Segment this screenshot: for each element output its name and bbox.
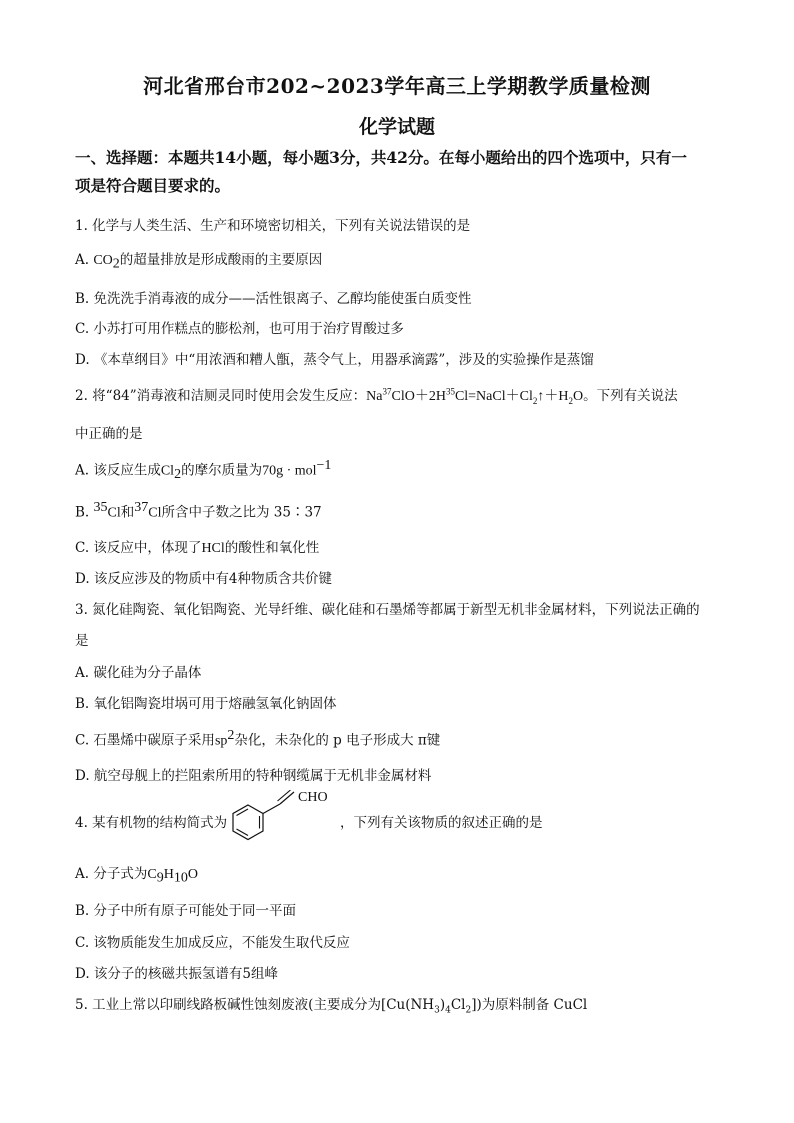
q4-option-a: A. 分子式为$C_9H_{10}O$ — [75, 866, 198, 886]
double-bond — [280, 792, 294, 804]
q1-a-label: A. — [75, 252, 94, 268]
q2-option-b: B. $^{35}$Cl和$^{37}$Cl所含中子数之比为 35∶37 — [75, 500, 322, 521]
section-heading-line2: 项是符合题目要求的。 — [75, 176, 231, 195]
q2-stem-post: 。下列有关说法 — [583, 388, 678, 404]
cho-label: CHO — [298, 790, 328, 805]
page-subtitle: 化学试题 — [358, 116, 435, 138]
page-title: 河北省邢台市202~2023学年高三上学期教学质量检测 — [143, 74, 651, 98]
q4-stem-pre: 4. 某有机物的结构简式为 — [75, 815, 228, 831]
q3-option-a: A. 碳化硅为分子晶体 — [75, 665, 202, 681]
q4-option-d: D. 该分子的核磁共振氢谱有5组峰 — [75, 966, 279, 982]
q1-option-a — [75, 248, 322, 273]
q3-stem-line2: 是 — [75, 633, 89, 649]
q4-stem-post: ，下列有关该物质的叙述正确的是 — [340, 815, 543, 831]
single-bond — [263, 804, 280, 814]
q3-stem: 3. 氮化硅陶瓷、氧化铝陶瓷、光导纤维、碳化硅和石墨烯等都属于新型无机非金属材料，下列说法正确的 — [75, 602, 700, 618]
q1-a-text: 的超量排放是形成酸雨的主要原因 — [119, 252, 323, 268]
q1-option-b: B. 免洗洗手消毒液的成分——活性银离子、乙醇均能使蛋白质变性 — [75, 291, 472, 307]
q2-option-d: D. 该反应涉及的物质中有4种物质含共价键 — [75, 571, 333, 587]
q4-option-b: B. 分子中所有原子可能处于同一平面 — [75, 903, 297, 919]
q2-option-c: C. 该反应中，体现了HCl的酸性和氧化性 — [75, 540, 320, 556]
q1-stem: 1. 化学与人类生活、生产和环境密切相关，下列有关说法错误的是 — [75, 218, 471, 234]
q4-option-c: C. 该物质能发生加成反应，不能发生取代反应 — [75, 935, 350, 951]
q5-stem: 5. 工业上常以印刷线路板碱性蚀刻废液(主要成分为$[Cu(NH_3)_4Cl_2]$)为原料制备 CuCl — [75, 997, 588, 1016]
section-heading-line1: 一、选择题：本题共14小题，每小题3分，共42分。在每小题给出的四个选项中，只有一 — [75, 148, 687, 167]
q2-stem — [75, 384, 678, 406]
q1-option-d: D. 《本草纲目》中“用浓酒和糟人甑，蒸令气上，用器承滴露”，涉及的实验操作是蒸馏 — [75, 352, 594, 368]
q3-option-b: B. 氧化铝陶瓷坩埚可用于熔融氢氧化钠固体 — [75, 696, 337, 712]
q2-stem-line2: 中正确的是 — [75, 426, 143, 442]
q1-a-sub: 2 — [112, 256, 120, 272]
q2-stem-pre: 2. 将“84”消毒液和洁厕灵同时使用会发生反应： — [75, 388, 367, 404]
section-heading — [75, 144, 725, 200]
q2-option-a: A. 该反应生成$Cl_2$的摩尔质量为70g · mol$^{-1}$ — [75, 458, 332, 483]
q1-option-c: C. 小苏打可用作糕点的膨松剂，也可用于治疗胃酸过多 — [75, 321, 404, 337]
q3-option-c: C. 石墨烯中碳原子采用$sp^2$杂化，未杂化的 p 电子形成大 π键 — [75, 728, 441, 749]
q3-option-d: D. 航空母舰上的拦阻索所用的特种钢缆属于无机非金属材料 — [75, 768, 432, 784]
benzene-ring — [233, 805, 263, 840]
q2-equation: $Na^{37}ClO+2H^{35}Cl=NaCl+Cl_2↑+H_2O$ — [366, 386, 584, 406]
q1-a-formula: CO — [93, 253, 113, 268]
